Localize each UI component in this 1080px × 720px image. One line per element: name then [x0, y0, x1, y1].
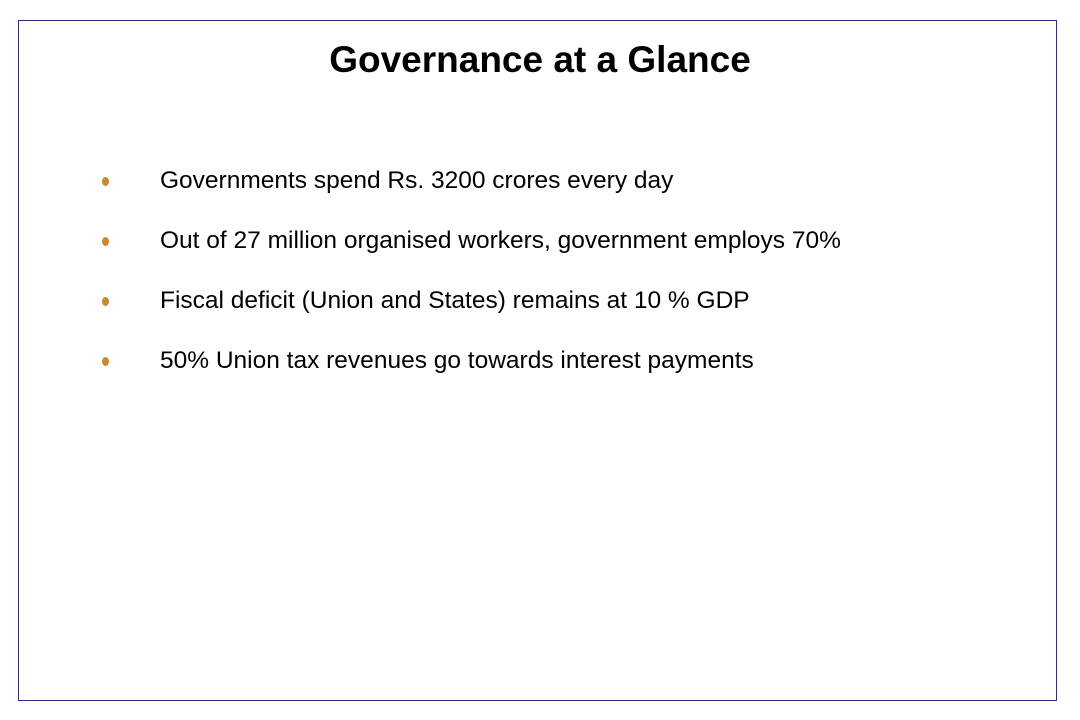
bullet-text: 50% Union tax revenues go towards interest payments: [160, 347, 754, 374]
bullet-dot-icon: [102, 297, 109, 306]
bullet-text: Governments spend Rs. 3200 crores every day: [160, 167, 674, 194]
bullet-dot-icon: [102, 237, 109, 246]
bullet-dot-icon: [102, 357, 109, 366]
list-item: [100, 340, 1000, 381]
bullet-dot-icon: [102, 177, 109, 186]
list-item: [100, 160, 1000, 201]
bullet-text: Out of 27 million organised workers, government employs 70%: [160, 227, 841, 254]
bullet-text: Fiscal deficit (Union and States) remains at 10 % GDP: [160, 287, 750, 314]
slide-title: Governance at a Glance: [329, 39, 751, 80]
bullet-list: [100, 160, 1000, 400]
list-item: [100, 220, 1000, 261]
list-item: [100, 280, 1000, 321]
